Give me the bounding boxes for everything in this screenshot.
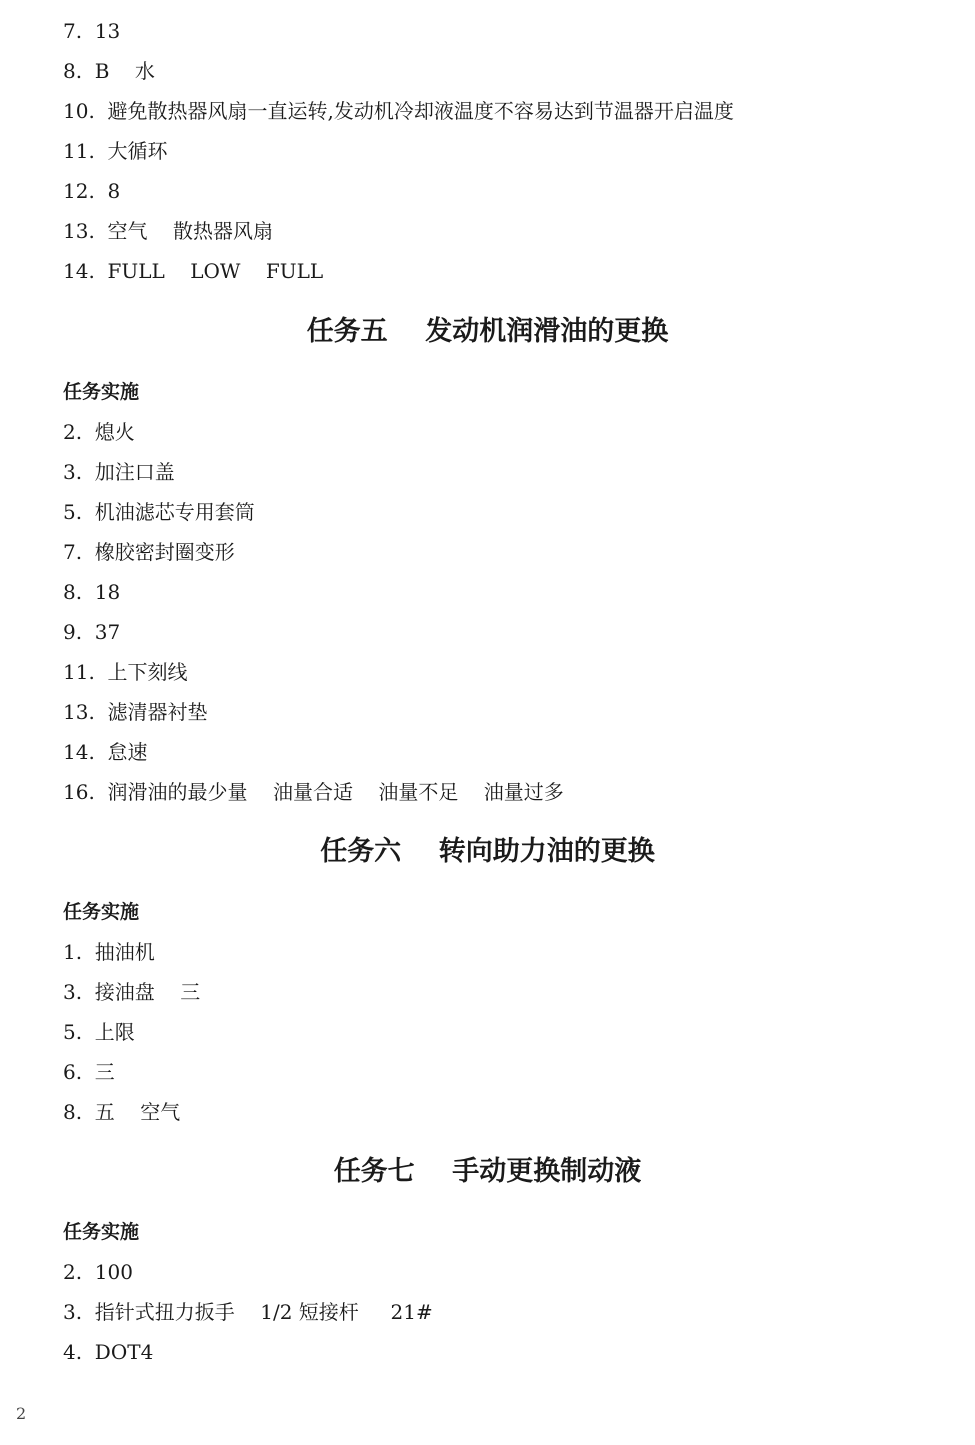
answer-line: 8. 18 [63,580,121,604]
section-title-task6: 任务六 转向助力油的更换 [320,836,655,867]
answer-line: 2. 100 [63,1260,133,1284]
answer-line: 6. 三 [63,1060,115,1084]
answer-line: 12. 8 [63,179,121,203]
page-number: 2 [16,1404,27,1423]
answer-line: 2. 熄火 [63,420,135,444]
answer-line: 3. 加注口盖 [63,460,175,484]
answer-line: 3. 指针式扭力扳手 1/2 短接杆 21# [63,1300,433,1324]
answer-line: 11. 大循环 [63,139,168,163]
answer-line: 5. 机油滤芯专用套筒 [63,500,255,524]
answer-line: 16. 润滑油的最少量 油量合适 油量不足 油量过多 [63,780,564,804]
answer-line: 7. 13 [63,19,121,43]
answer-line: 10. 避免散热器风扇一直运转,发动机冷却液温度不容易达到节温器开启温度 [63,99,734,123]
answer-line: 14. FULL LOW FULL [63,259,324,283]
answer-line: 7. 橡胶密封圈变形 [63,540,235,564]
answer-line: 4. DOT4 [63,1340,154,1364]
section-subtitle: 任务实施 [63,901,140,923]
answer-line: 13. 滤清器衬垫 [63,700,208,724]
answer-line: 8. B 水 [63,59,155,83]
section-title-task7: 任务七 手动更换制动液 [333,1156,642,1187]
section-subtitle: 任务实施 [63,381,140,403]
answer-line: 5. 上限 [63,1020,135,1044]
section-subtitle: 任务实施 [63,1221,140,1243]
answer-line: 8. 五 空气 [63,1100,181,1124]
answer-line: 3. 接油盘 三 [63,980,201,1004]
answer-line: 13. 空气 散热器风扇 [63,219,273,243]
section-title-task5: 任务五 发动机润滑油的更换 [306,316,669,347]
answer-line: 1. 抽油机 [63,940,155,964]
answer-line: 14. 怠速 [63,740,148,764]
answer-line: 9. 37 [63,620,121,644]
answer-line: 11. 上下刻线 [63,660,188,684]
